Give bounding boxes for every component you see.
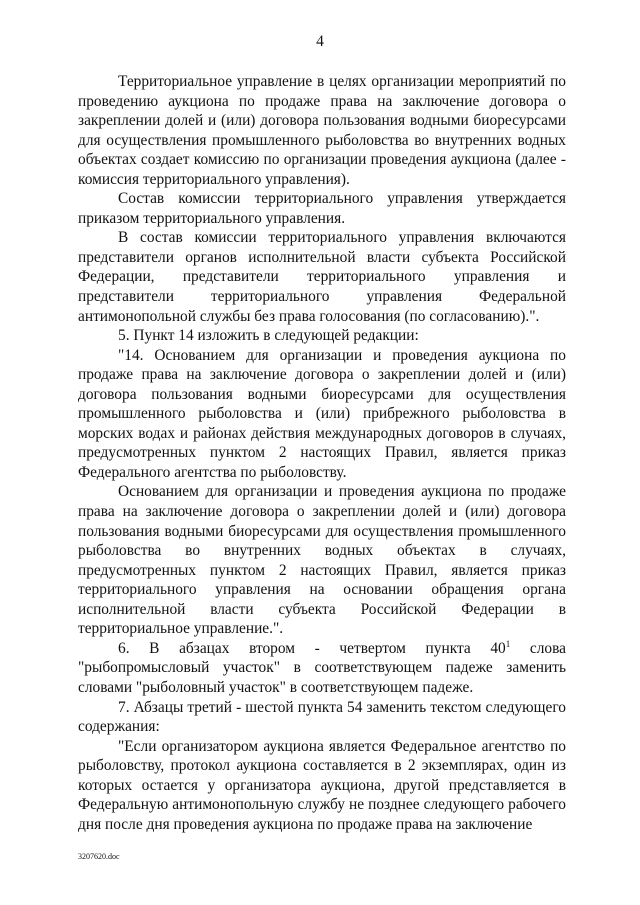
item-6-superscript: 1 [505,638,511,649]
item-6-text-before: 6. В абзацах втором - четвертом пункта 40 [118,639,506,657]
page-number: 4 [316,33,324,50]
paragraph-item-6 [78,639,566,698]
paragraph-commission-composition: Состав комиссии территориального управления утверждается приказом территориального управления. [78,190,566,227]
file-name-footer: 3207620.doc [78,852,120,861]
paragraph-clause-14: "14. Основанием для организации и проведения аукциона по продаже права на заключение договора о закреплении долей и (или) договора пользования водными биоресурсами для осуществления промышленного рыболовства и (или) прибрежного рыболовства в морских водах и районах действия международных договоров в случаях, предусмотренных пунктом 2 настоящих Правил, является приказ Федерального агентства по рыболовству. [78,346,566,481]
item-6-text-after: слова "рыбопромысловый участок" в соответствующем падеже заменить словами "рыболовный участок" в соответствующем падеже. [78,639,566,696]
document-body [78,72,566,834]
paragraph-item-7: 7. Абзацы третий - шестой пункта 54 заменить текстом следующего содержания: [78,698,566,736]
paragraph-commission-members: В состав комиссии территориального управления включаются представители органов исполнительной власти субъекта Российской Федерации, представители территориального управления и представители территориального управления Федеральной антимонопольной службы без права голосования (по согласованию).". [78,229,566,325]
paragraph-protocol: "Если организатором аукциона является Федеральное агентство по рыболовству, протокол аукциона составляется в 2 экземплярах, один из которых остается у организатора аукциона, другой представляется в Федеральную антимонопольную службу не позднее следующего рабочего дня после дня проведения аукциона по продаже права на заключение [78,737,566,833]
paragraph-item-5: 5. Пункт 14 изложить в следующей редакции: [118,327,419,345]
paragraph-clause-14-inland: Основанием для организации и проведения аукциона по продаже права на заключение договора о закреплении долей и (или) договора пользования водными биоресурсами для осуществления промышленного рыболовства во внутренних водных объектах в случаях, предусмотренных пунктом 2 настоящих Правил, является приказ территориального управления на основании обращения органа исполнительной власти субъекта Российской Федерации в территориальное управление.". [78,483,566,638]
paragraph-commission-creation: Территориальное управление в целях организации мероприятий по проведению аукциона по продаже права на заключение договора о закреплении долей и (или) договора пользования водными биоресурсами для осуществления промышленного рыболовства во внутренних водных объектах создает комиссию по организации проведения аукциона (далее - комиссия территориального управления). [78,73,566,188]
